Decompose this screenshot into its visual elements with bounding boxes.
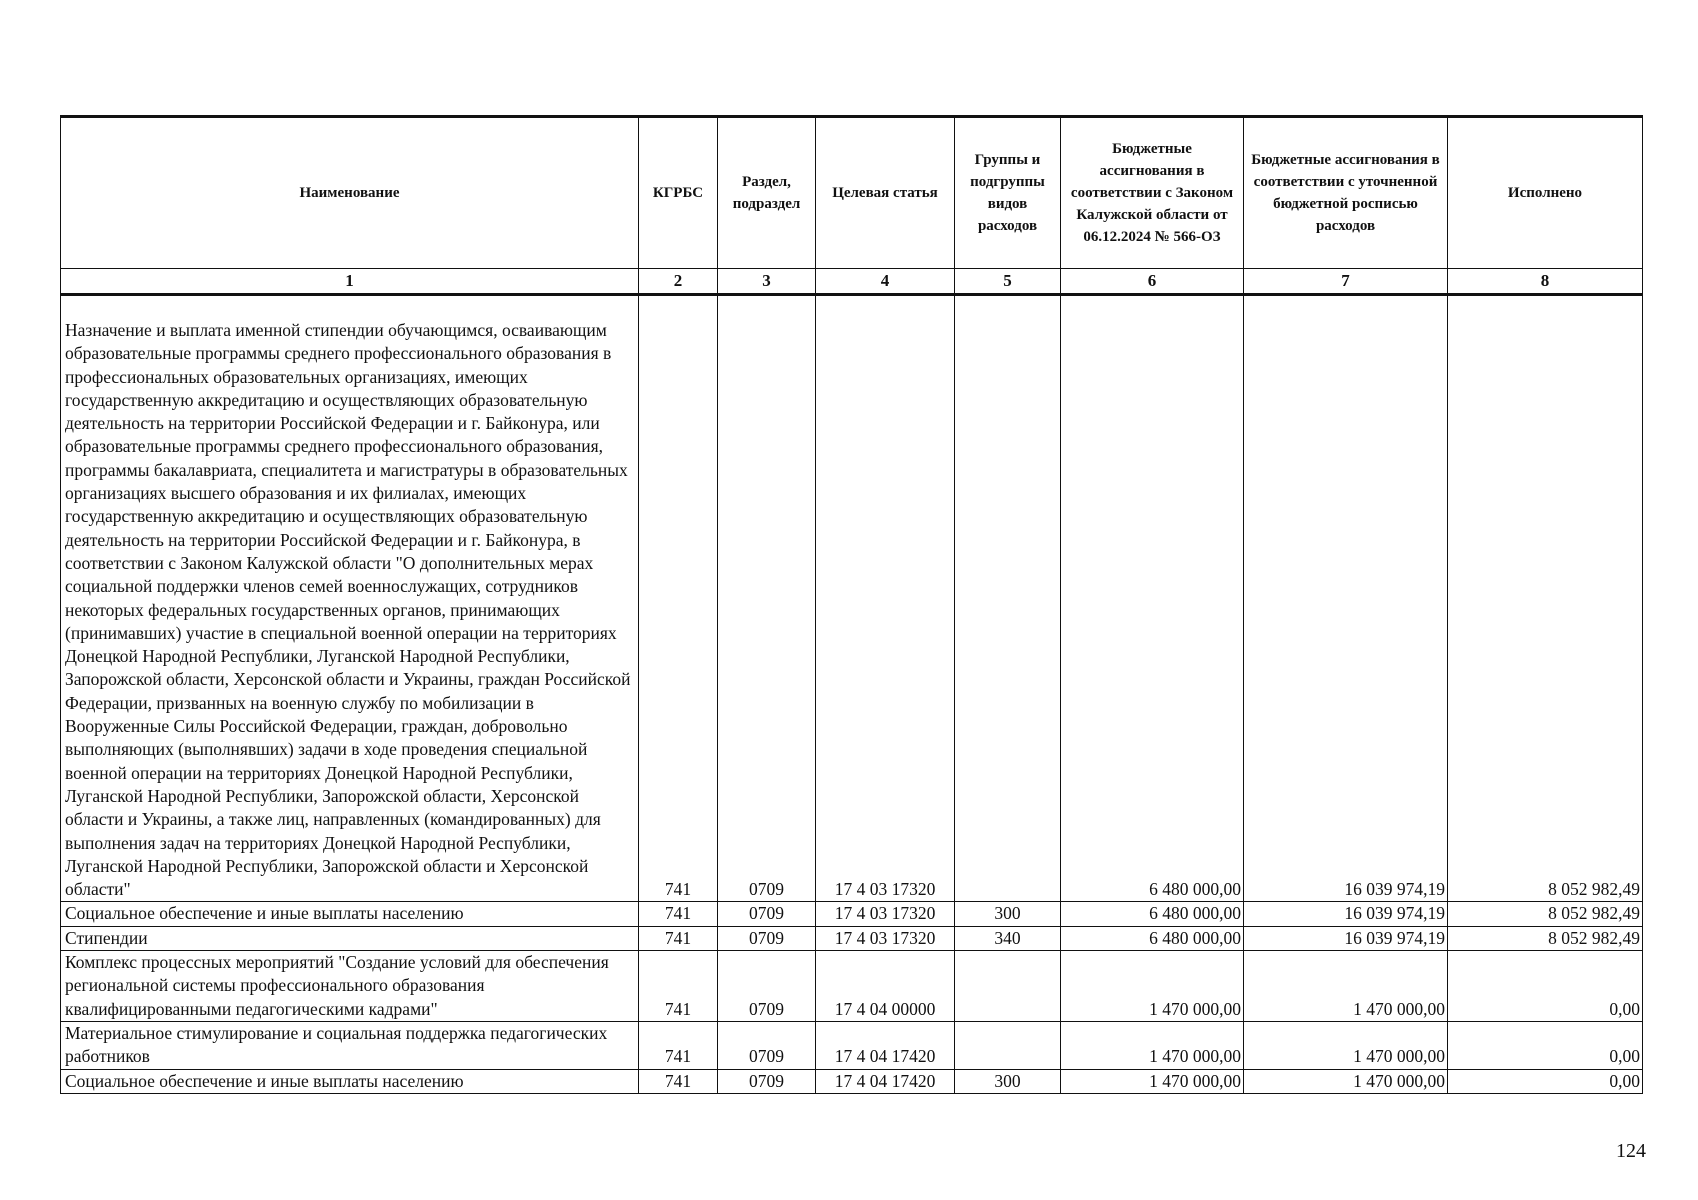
- row-refined-amount: 16 039 974,19: [1244, 295, 1448, 902]
- row-target: 17 4 04 17420: [816, 1069, 955, 1093]
- row-target: 17 4 03 17320: [816, 926, 955, 950]
- row-executed-amount: 8 052 982,49: [1448, 295, 1643, 902]
- row-section: 0709: [718, 1021, 816, 1069]
- row-kgrbs: 741: [639, 1021, 718, 1069]
- row-group: 300: [955, 902, 1061, 926]
- col-number: 3: [718, 269, 816, 295]
- row-section: 0709: [718, 1069, 816, 1093]
- row-name: Комплекс процессных мероприятий "Создание условий для обеспечения региональной системы профессионального образования квалифицированными педагогическими кадрами": [61, 951, 639, 1022]
- row-target: 17 4 04 17420: [816, 1021, 955, 1069]
- table-row: [61, 1021, 1643, 1069]
- col-header-kgrbs: КГРБС: [639, 117, 718, 269]
- col-header-executed: Исполнено: [1448, 117, 1643, 269]
- row-name: Социальное обеспечение и иные выплаты населению: [61, 1069, 639, 1093]
- col-header-group: Группы и подгруппы видов расходов: [955, 117, 1061, 269]
- row-executed-amount: 0,00: [1448, 1069, 1643, 1093]
- col-header-section: Раздел, подраздел: [718, 117, 816, 269]
- row-section: 0709: [718, 295, 816, 902]
- row-kgrbs: 741: [639, 1069, 718, 1093]
- col-header-name: Наименование: [61, 117, 639, 269]
- row-section: 0709: [718, 951, 816, 1022]
- row-name: Назначение и выплата именной стипендии обучающимся, осваивающим образовательные программы среднего профессионального образования в профессиональных образовательных организациях, имеющих государственную аккредитацию и осуществляющих образовательную деятельность на территории Российской Федерации и г. Байконура, или образовательные программы среднего профессионального образования, программы бакалавриата, специалитета и магистратуры в образовательных организациях высшего образования и их филиалах, имеющих государственную аккредитацию и осуществляющих образовательную деятельность на территории Российской Федерации и г. Байконура, в соответствии с Законом Калужской области "О дополнительных мерах социальной поддержки членов семей военнослужащих, сотрудников некоторых федеральных государственных органов, принимающих (принимавших) участие в специальной военной операции на территориях Донецкой Народной Республики, Луганской Народной Республики, Запорожской области, Херсонской области и Украины, граждан Российской Федерации, призванных на военную службу по мобилизации в Вооруженные Силы Российской Федерации, граждан, добровольно выполняющих (выполнявших) задачи в ходе проведения специальной военной операции на территориях Донецкой Народной Республики, Луганской Народной Республики, Запорожской области, Херсонской области и Украины, а также лиц, направленных (командированных) для выполнения задач на территориях Донецкой Народной Республики, Луганской Народной Республики, Запорожской области и Херсонской области": [61, 295, 639, 902]
- col-header-refined: Бюджетные ассигнования в соответствии с уточненной бюджетной росписью расходов: [1244, 117, 1448, 269]
- col-number: 1: [61, 269, 639, 295]
- row-law-amount: 6 480 000,00: [1061, 295, 1244, 902]
- page-number: 124: [1616, 1140, 1646, 1162]
- column-number-row: [61, 269, 1643, 295]
- table-row: [61, 902, 1643, 926]
- row-refined-amount: 16 039 974,19: [1244, 926, 1448, 950]
- row-law-amount: 1 470 000,00: [1061, 1069, 1244, 1093]
- row-section: 0709: [718, 902, 816, 926]
- row-refined-amount: 1 470 000,00: [1244, 1069, 1448, 1093]
- row-executed-amount: 8 052 982,49: [1448, 902, 1643, 926]
- row-kgrbs: 741: [639, 926, 718, 950]
- row-refined-amount: 1 470 000,00: [1244, 951, 1448, 1022]
- row-group: [955, 1021, 1061, 1069]
- col-number: 8: [1448, 269, 1643, 295]
- table-row: [61, 1069, 1643, 1093]
- col-number: 4: [816, 269, 955, 295]
- row-target: 17 4 03 17320: [816, 295, 955, 902]
- header-row: [61, 117, 1643, 269]
- col-header-target: Целевая статья: [816, 117, 955, 269]
- budget-table: [60, 115, 1643, 1094]
- row-section: 0709: [718, 926, 816, 950]
- row-executed-amount: 0,00: [1448, 951, 1643, 1022]
- table-row: [61, 951, 1643, 1022]
- row-refined-amount: 1 470 000,00: [1244, 1021, 1448, 1069]
- row-name: Материальное стимулирование и социальная поддержка педагогических работников: [61, 1021, 639, 1069]
- col-header-law: Бюджетные ассигнования в соответствии с Законом Калужской области от 06.12.2024 № 566-ОЗ: [1061, 117, 1244, 269]
- row-name: Социальное обеспечение и иные выплаты населению: [61, 902, 639, 926]
- row-executed-amount: 0,00: [1448, 1021, 1643, 1069]
- col-number: 2: [639, 269, 718, 295]
- row-law-amount: 1 470 000,00: [1061, 1021, 1244, 1069]
- row-executed-amount: 8 052 982,49: [1448, 926, 1643, 950]
- row-law-amount: 6 480 000,00: [1061, 902, 1244, 926]
- row-group: 340: [955, 926, 1061, 950]
- col-number: 7: [1244, 269, 1448, 295]
- row-law-amount: 1 470 000,00: [1061, 951, 1244, 1022]
- row-kgrbs: 741: [639, 295, 718, 902]
- row-target: 17 4 03 17320: [816, 902, 955, 926]
- row-refined-amount: 16 039 974,19: [1244, 902, 1448, 926]
- row-target: 17 4 04 00000: [816, 951, 955, 1022]
- row-law-amount: 6 480 000,00: [1061, 926, 1244, 950]
- row-name: Стипендии: [61, 926, 639, 950]
- col-number: 6: [1061, 269, 1244, 295]
- table-row: [61, 926, 1643, 950]
- table-row: [61, 295, 1643, 902]
- row-kgrbs: 741: [639, 902, 718, 926]
- row-group: 300: [955, 1069, 1061, 1093]
- col-number: 5: [955, 269, 1061, 295]
- row-kgrbs: 741: [639, 951, 718, 1022]
- row-group: [955, 951, 1061, 1022]
- row-group: [955, 295, 1061, 902]
